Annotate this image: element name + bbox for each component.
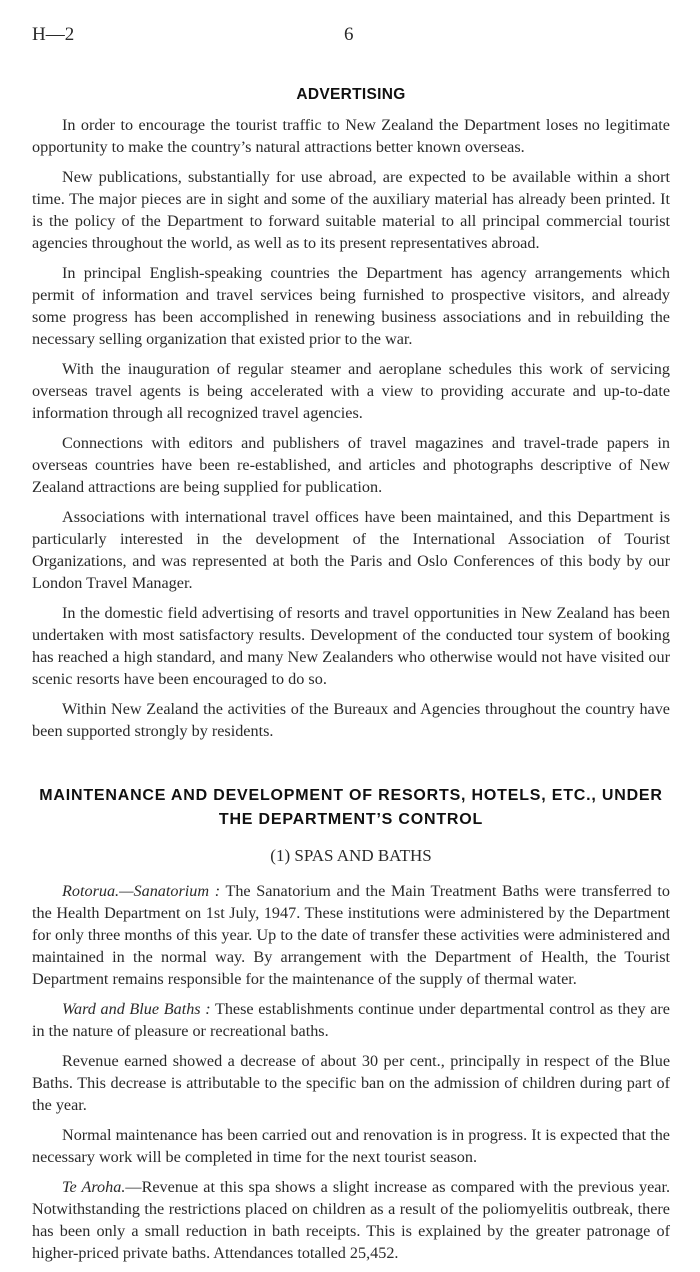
paragraph: Associations with international travel offices have been maintained, and this Department is particularly interested in the development of the International Association of Tourist Organizations, and was represented at both the Paris and Oslo Conferences of this body by our London Travel Manager. [32, 508, 670, 592]
paragraph: With the inauguration of regular steamer and aeroplane schedules this work of servicing overseas travel agents is being accelerated with a view to providing accurate and up-to-date information through all recognized travel agencies. [32, 360, 670, 422]
section-title-advertising: ADVERTISING [296, 86, 406, 103]
paragraph-maintenance [32, 1124, 670, 1168]
paragraph: New publications, substantially for use abroad, are expected to be available within a short time. The major pieces are in sight and some of the auxiliary material has already been printed. It is the policy of the Department to forward suitable material to all principal commercial tourist agencies throughout the world, as well as to its present representatives abroad. [32, 168, 670, 252]
paragraph: Connections with editors and publishers of travel magazines and travel-trade papers in overseas countries have been re-established, and articles and photographs descriptive of New Zealand attractions are being supplied for publication. [32, 434, 670, 496]
paragraph-te-aroha [32, 1176, 670, 1264]
paragraph-text: The Sanatorium and the Main Treatment Baths were transferred to the Health Department on 1st July, 1947. These institutions were administered by the Department for only three months of this year. Up to the date of transfer these activities were administered and maintained in the normal way. By arrangement with the Department of Health, the Tourist Department remains responsible for the maintenance of the supply of thermal water. [32, 882, 670, 988]
paragraph-text: Normal maintenance has been carried out and renovation is in progress. It is expected that the necessary work will be completed in time for the next tourist season. [32, 1126, 670, 1166]
page-body [32, 84, 670, 1272]
paragraph: In principal English-speaking countries the Department has agency arrangements which permit of information and travel services being furnished to prospective visitors, and already some progress has been accomplished in renewing business associations and in rebuilding the necessary selling organization that existed prior to the war. [32, 264, 670, 348]
paragraph-revenue [32, 1050, 670, 1116]
paragraph: Within New Zealand the activities of the Bureaux and Agencies throughout the country have been supported strongly by residents. [32, 700, 670, 740]
page-header [32, 24, 670, 52]
paragraph-text: These establishments continue under departmental control as they are in the nature of pleasure or recreational baths. [32, 1000, 670, 1040]
paragraph-ward-blue-baths [32, 998, 670, 1042]
document-reference: H—2 [32, 24, 75, 45]
subsection-title-spas: (1) SPAS AND BATHS [270, 846, 432, 865]
paragraph-lead: Te Aroha. [62, 1178, 126, 1196]
section-title-maintenance: MAINTENANCE AND DEVELOPMENT OF RESORTS, HOTELS, ETC., UNDER THE DEPARTMENT’S CONTROL [39, 787, 663, 828]
paragraph-lead: Ward and Blue Baths : [62, 1000, 211, 1018]
paragraph: In the domestic field advertising of resorts and travel opportunities in New Zealand has been undertaken with most satisfactory results. Development of the conducted tour system of booking has reached a high standard, and many New Zealanders who otherwise would not have visited our scenic resorts have been encouraged to do so. [32, 604, 670, 688]
paragraph-text: Revenue earned showed a decrease of about 30 per cent., principally in respect of the Blue Baths. This decrease is attributable to the specific ban on the admission of children during part of the year. [32, 1052, 670, 1114]
paragraph-text: —Revenue at this spa shows a slight increase as compared with the previous year. Notwithstanding the restrictions placed on children as a result of the poliomyelitis outbreak, there has been only a small reduction in bath receipts. This is explained by the greater patronage of higher-priced private baths. Attendances totalled 25,452. [32, 1178, 670, 1262]
paragraph-rotorua [32, 880, 670, 990]
page-number: 6 [344, 24, 354, 45]
paragraph: In order to encourage the tourist traffic to New Zealand the Department loses no legitimate opportunity to make the country’s natural attractions better known overseas. [32, 116, 670, 156]
paragraph-lead: Rotorua.—Sanatorium : [62, 882, 221, 900]
